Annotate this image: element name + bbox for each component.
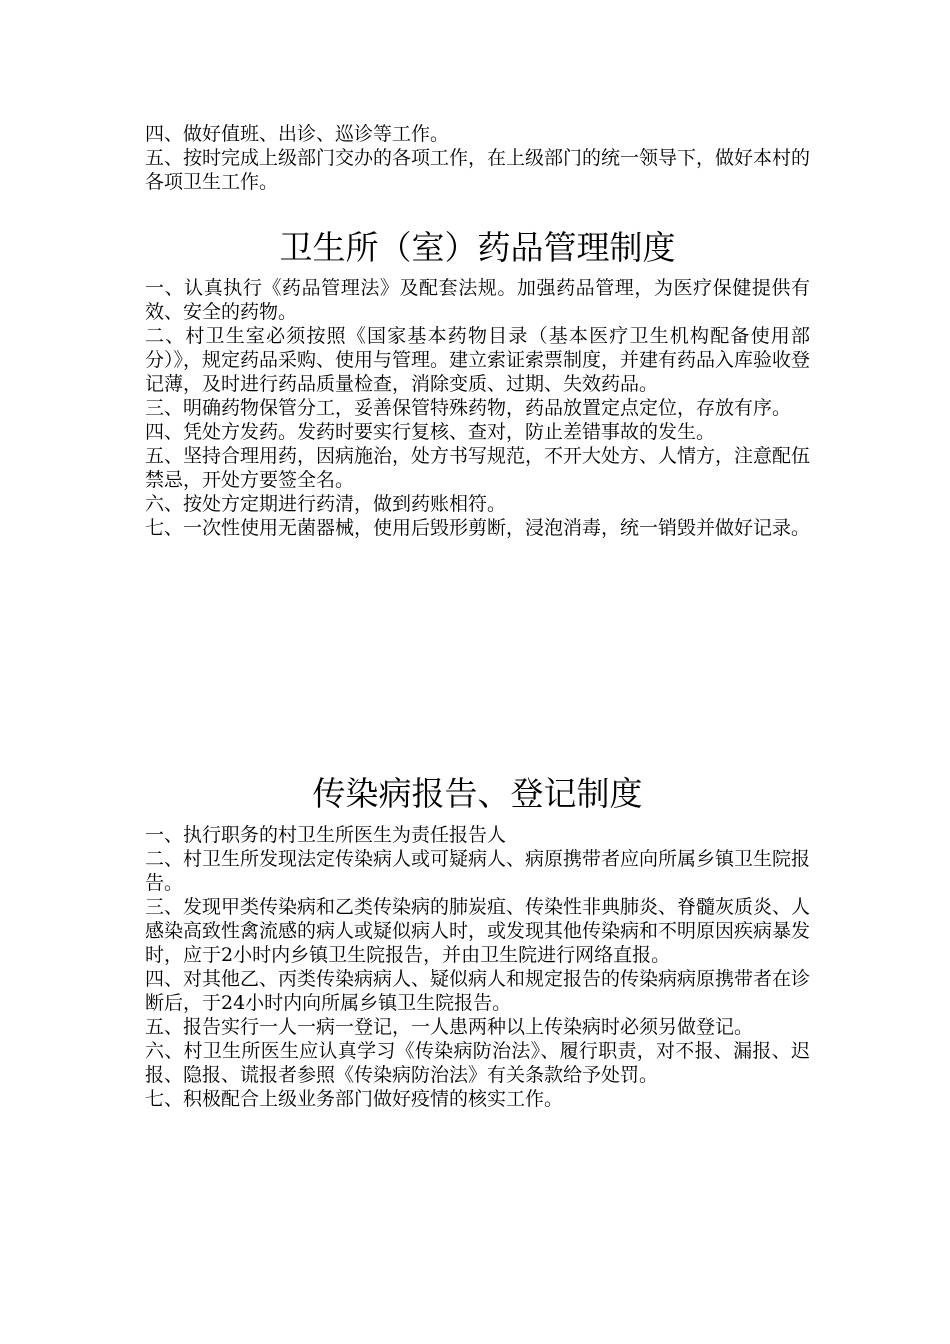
disease-report-title: 传染病报告、登记制度 — [312, 774, 643, 813]
drug-item-7: 七、一次性使用无菌器械，使用后毁形剪断，浸泡消毒，统一销毁并做好记录。 — [145, 517, 811, 539]
disease-item-7: 七、积极配合上级业务部门做好疫情的核实工作。 — [145, 1088, 564, 1110]
disease-item-3: 三、发现甲类传染病和乙类传染病的肺炭疽、传染性非典肺炎、脊髓灰质炎、人感染高致性禽流感的病人或疑似病人时，或发现其他传染病和不明原因疾病暴发时，应于2小时内乡镇卫生院报告，并由卫生院进行网络直报。 — [145, 896, 811, 966]
drug-management-title: 卫生所（室）药品管理制度 — [279, 228, 676, 267]
intro-item-5: 五、按时完成上级部门交办的各项工作，在上级部门的统一领导下，做好本村的各项卫生工作。 — [145, 147, 811, 193]
disease-item-2: 二、村卫生所发现法定传染病人或可疑病人、病原携带者应向所属乡镇卫生院报告。 — [145, 848, 811, 894]
disease-item-1: 一、执行职务的村卫生所医生为责任报告人 — [145, 824, 507, 846]
drug-item-1: 一、认真执行《药品管理法》及配套法规。加强药品管理，为医疗保健提供有效、安全的药物。 — [145, 277, 810, 323]
drug-item-2: 二、村卫生室必须按照《国家基本药物目录（基本医疗卫生机构配备使用部分）》，规定药品采购、使用与管理。建立索证索票制度，并建有药品入库验收登记薄，及时进行药品质量检查，消除变质、过期、失效药品。 — [145, 325, 811, 395]
disease-report-block — [145, 823, 810, 1111]
drug-item-3: 三、明确药物保管分工，妥善保管特殊药物，药品放置定点定位，存放有序。 — [145, 397, 792, 419]
drug-item-6: 六、按处方定期进行药清，做到药账相符。 — [145, 493, 507, 515]
drug-management-block — [145, 276, 810, 540]
drug-item-5: 五、坚持合理用药，因病施治，处方书写规范，不开大处方、人情方，注意配伍禁忌，开处方要签全名。 — [145, 445, 811, 491]
disease-item-6: 六、村卫生所医生应认真学习《传染病防治法》、履行职责，对不报、漏报、迟报、隐报、谎报者参照《传染病防治法》有关条款给予处罚。 — [145, 1040, 810, 1086]
drug-item-4: 四、凭处方发药。发药时要实行复核、查对，防止差错事故的发生。 — [145, 421, 716, 443]
intro-item-4: 四、做好值班、出诊、巡诊等工作。 — [145, 123, 450, 145]
disease-item-5: 五、报告实行一人一病一登记，一人患两种以上传染病时必须另做登记。 — [145, 1016, 754, 1038]
disease-item-4: 四、对其他乙、丙类传染病病人、疑似病人和规定报告的传染病病原携带者在诊断后，于24小时内向所属乡镇卫生院报告。 — [145, 968, 811, 1014]
intro-block — [145, 122, 810, 194]
